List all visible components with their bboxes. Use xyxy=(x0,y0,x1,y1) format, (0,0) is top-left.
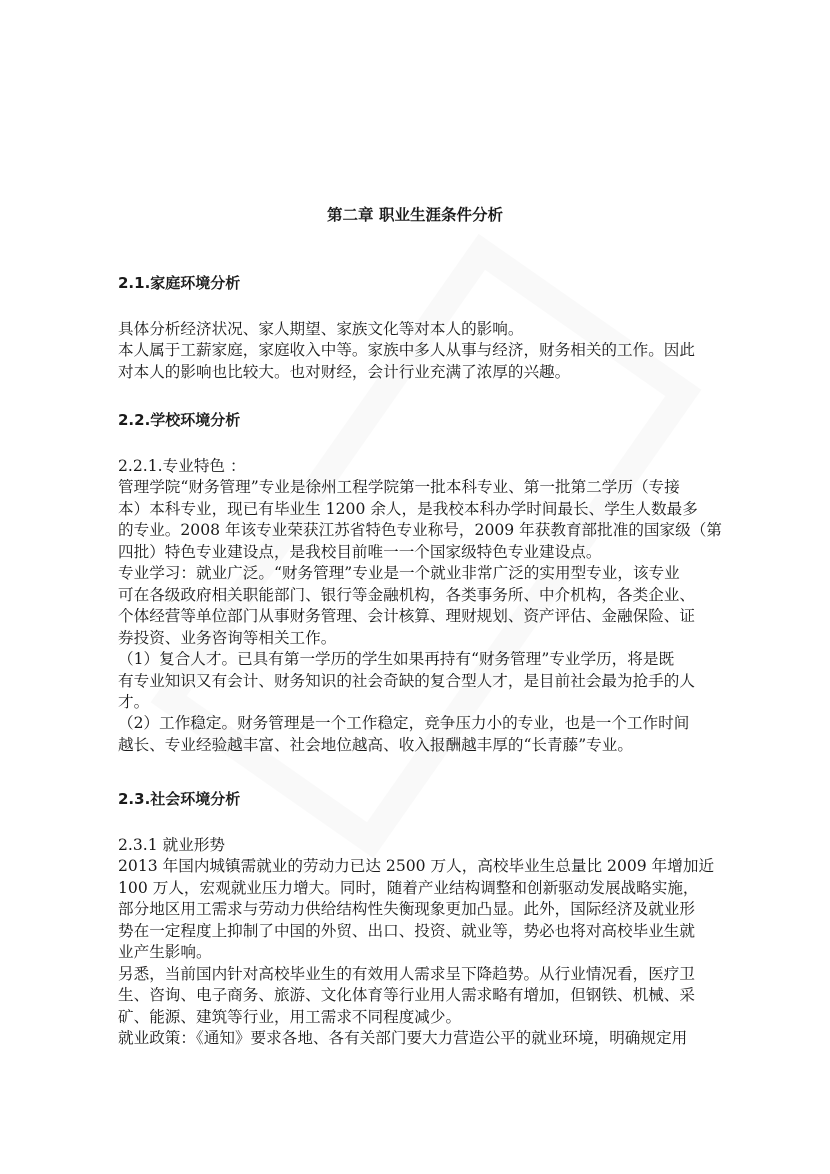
text-line: （1）复合人才。已具有第一学历的学生如果再持有“财务管理”专业学历，将是既 xyxy=(118,650,675,669)
text-line: 的专业。2008 年该专业荣获江苏省特色专业称号，2009 年获教育部批准的国家级（第 xyxy=(118,521,722,540)
section-2-3-body xyxy=(118,835,738,1050)
text-line: 部分地区用工需求与劳动力供给结构性失衡现象更加凸显。此外，国际经济及就业形 xyxy=(118,900,695,919)
text-line: 券投资、业务咨询等相关工作。 xyxy=(118,628,337,647)
text-line: 2013 年国内城镇需就业的劳动力已达 2500 万人，高校毕业生总量比 2009 年增加近 xyxy=(118,857,715,876)
text-line: 就业政策：《通知》要求各地、各有关部门要大力营造公平的就业环境，明确规定用 xyxy=(118,1029,688,1048)
text-line: 另悉，当前国内针对高校毕业生的有效用人需求呈下降趋势。从行业情况看，医疗卫 xyxy=(118,964,695,983)
text-line: （2）工作稳定。财务管理是一个工作稳定，竞争压力小的专业，也是一个工作时间 xyxy=(118,714,690,733)
text-line: 对本人的影响也比较大。也对财经，会计行业充满了浓厚的兴趣。 xyxy=(118,362,571,381)
text-line: 矿、能源、建筑等行业，用工需求不同程度减少。 xyxy=(118,1007,462,1026)
text-line: 有专业知识又有会计、财务知识的社会奇缺的复合型人才，是目前社会最为抢手的人 xyxy=(118,671,695,690)
text-line: 具体分析经济状况、家人期望、家族文化等对本人的影响。 xyxy=(118,320,524,338)
text-line: 势在一定程度上抑制了中国的外贸、出口、投资、就业等，势必也将对高校毕业生就 xyxy=(118,921,695,940)
section-heading-2-2: 2.2.学校环境分析 xyxy=(118,411,241,429)
text-line: 本人属于工薪家庭，家庭收入中等。家族中多人从事与经济，财务相关的工作。因此 xyxy=(118,341,695,360)
text-line: 四批）特色专业建设点，是我校目前唯一一个国家级特色专业建设点。 xyxy=(118,542,602,561)
text-line: 业产生影响。 xyxy=(118,943,212,962)
text-line: 2.3.1 就业形势 xyxy=(118,836,226,854)
chapter-title: 第二章 职业生涯条件分析 xyxy=(327,206,503,224)
text-line: 专业学习：就业广泛。“财务管理”专业是一个就业非常广泛的实用型专业，该专业 xyxy=(118,564,680,583)
text-line: 2.2.1.专业特色 ： xyxy=(118,457,246,475)
text-line: 管理学院“财务管理”专业是徐州工程学院第一批本科专业、第一批第二学历（专接 xyxy=(118,478,680,497)
section-2-2-body xyxy=(118,456,738,756)
text-line: 越长、专业经验越丰富、社会地位越高、收入报酬越丰厚的“长青藤”专业。 xyxy=(118,735,633,754)
text-line: 本）本科专业，现已有毕业生 1200 余人，是我校本科办学时间最长、学生人数最多 xyxy=(118,499,698,518)
section-heading-2-3: 2.3.社会环境分析 xyxy=(118,790,241,808)
section-2-1-body xyxy=(118,319,738,383)
text-line: 才。 xyxy=(118,692,150,711)
text-line: 生、咨询、电子商务、旅游、文化体育等行业用人需求略有增加，但钢铁、机械、采 xyxy=(118,986,695,1005)
text-line: 100 万人，宏观就业压力增大。同时，随着产业结构调整和创新驱动发展战略实施， xyxy=(118,878,699,897)
section-heading-2-1: 2.1.家庭环境分析 xyxy=(118,274,241,292)
text-line: 可在各级政府相关职能部门、银行等金融机构，各类事务所、中介机构，各类企业、 xyxy=(118,585,695,604)
text-line: 个体经营等单位部门从事财务管理、会计核算、理财规划、资产评估、金融保险、证 xyxy=(118,607,695,626)
